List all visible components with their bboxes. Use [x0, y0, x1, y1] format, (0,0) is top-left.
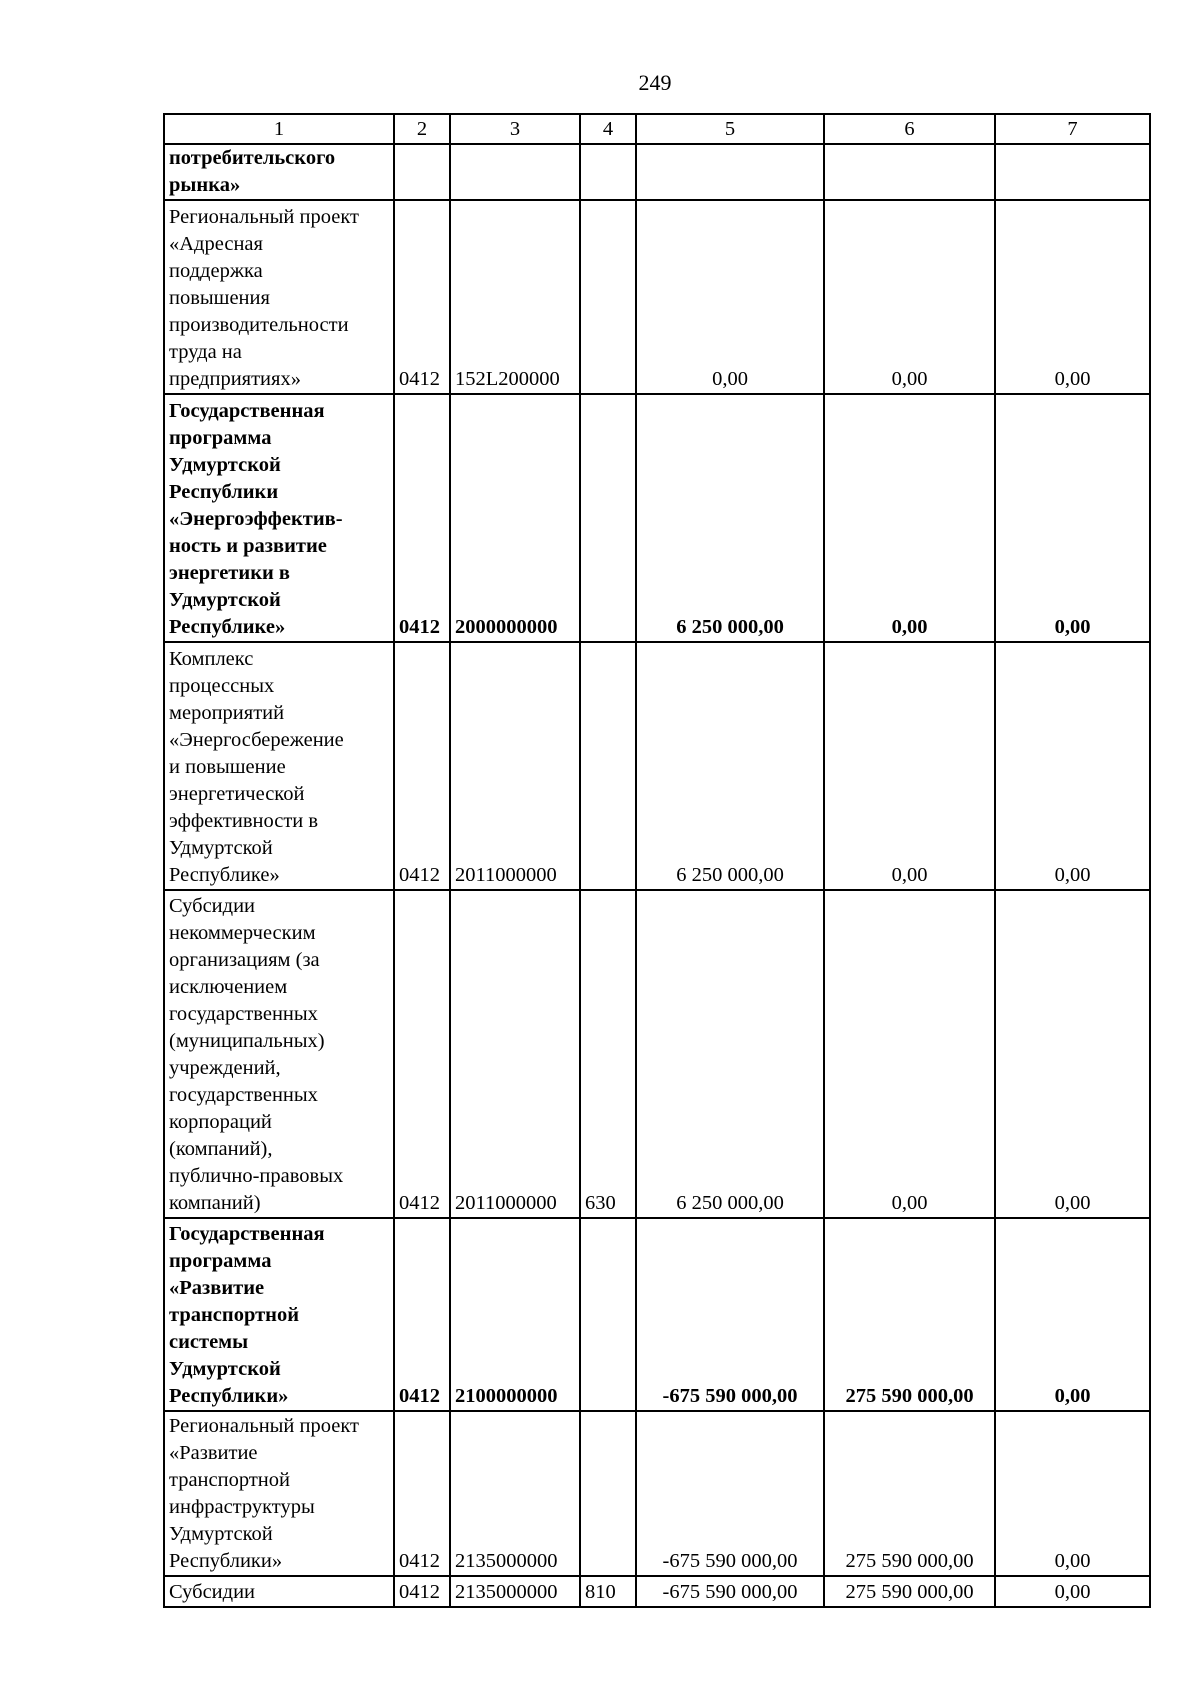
- target-article-code: 2011000000: [450, 890, 580, 1218]
- row-name: Региональный проект «Адресная поддержка повышения производительности труда на предприятиях»: [164, 200, 394, 394]
- target-article-code: 2100000000: [450, 1218, 580, 1411]
- amount-col-7: 0,00: [995, 1218, 1150, 1411]
- row-name: Комплекс процессных мероприятий «Энергосбережение и повышение энергетической эффективности в Удмуртской Республике»: [164, 642, 394, 890]
- table-row: [164, 642, 1150, 890]
- column-number: 4: [580, 114, 636, 144]
- amount-col-6: 0,00: [824, 890, 995, 1218]
- amount-col-7: 0,00: [995, 394, 1150, 642]
- table-row: [164, 890, 1150, 1218]
- table-row: [164, 394, 1150, 642]
- section-code: [394, 144, 450, 200]
- table-row: [164, 1576, 1150, 1607]
- amount-col-6: 275 590 000,00: [824, 1411, 995, 1576]
- expense-type-code: [580, 1411, 636, 1576]
- amount-col-6: [824, 144, 995, 200]
- row-name: Региональный проект «Развитие транспортной инфраструктуры Удмуртской Республики»: [164, 1411, 394, 1576]
- column-number: 3: [450, 114, 580, 144]
- amount-col-5: 0,00: [636, 200, 824, 394]
- column-number: 1: [164, 114, 394, 144]
- section-code: 0412: [394, 200, 450, 394]
- budget-table: [163, 113, 1151, 1608]
- expense-type-code: 630: [580, 890, 636, 1218]
- amount-col-5: -675 590 000,00: [636, 1218, 824, 1411]
- section-code: 0412: [394, 890, 450, 1218]
- amount-col-6: 275 590 000,00: [824, 1218, 995, 1411]
- column-number: 5: [636, 114, 824, 144]
- amount-col-7: 0,00: [995, 200, 1150, 394]
- target-article-code: 2011000000: [450, 642, 580, 890]
- expense-type-code: [580, 394, 636, 642]
- amount-col-7: 0,00: [995, 1576, 1150, 1607]
- amount-col-5: -675 590 000,00: [636, 1411, 824, 1576]
- row-name: Государственная программа «Развитие транспортной системы Удмуртской Республики»: [164, 1218, 394, 1411]
- target-article-code: 152L200000: [450, 200, 580, 394]
- column-number-row: [164, 114, 1150, 144]
- section-code: 0412: [394, 394, 450, 642]
- amount-col-6: 0,00: [824, 642, 995, 890]
- table-row: [164, 144, 1150, 200]
- row-name: Государственная программа Удмуртской Республики «Энергоэффектив- ность и развитие энергетики в Удмуртской Республике»: [164, 394, 394, 642]
- amount-col-5: 6 250 000,00: [636, 890, 824, 1218]
- section-code: 0412: [394, 1411, 450, 1576]
- row-name: Субсидии: [164, 1576, 394, 1607]
- expense-type-code: [580, 144, 636, 200]
- amount-col-5: [636, 144, 824, 200]
- table-row: [164, 200, 1150, 394]
- target-article-code: 2000000000: [450, 394, 580, 642]
- page-number: 249: [638, 70, 672, 95]
- amount-col-6: 0,00: [824, 200, 995, 394]
- column-number: 2: [394, 114, 450, 144]
- target-article-code: 2135000000: [450, 1411, 580, 1576]
- amount-col-7: 0,00: [995, 642, 1150, 890]
- expense-type-code: 810: [580, 1576, 636, 1607]
- table-row: [164, 1218, 1150, 1411]
- row-name: потребительского рынка»: [164, 144, 394, 200]
- target-article-code: 2135000000: [450, 1576, 580, 1607]
- table-row: [164, 1411, 1150, 1576]
- amount-col-7: 0,00: [995, 890, 1150, 1218]
- expense-type-code: [580, 642, 636, 890]
- target-article-code: [450, 144, 580, 200]
- amount-col-5: 6 250 000,00: [636, 642, 824, 890]
- amount-col-5: 6 250 000,00: [636, 394, 824, 642]
- expense-type-code: [580, 200, 636, 394]
- column-number: 6: [824, 114, 995, 144]
- amount-col-6: 275 590 000,00: [824, 1576, 995, 1607]
- section-code: 0412: [394, 1218, 450, 1411]
- amount-col-5: -675 590 000,00: [636, 1576, 824, 1607]
- amount-col-7: 0,00: [995, 1411, 1150, 1576]
- section-code: 0412: [394, 642, 450, 890]
- section-code: 0412: [394, 1576, 450, 1607]
- expense-type-code: [580, 1218, 636, 1411]
- row-name: Субсидии некоммерческим организациям (за исключением государственных (муниципальных) учреждений, государственных корпораций (компаний), публично-правовых компаний): [164, 890, 394, 1218]
- amount-col-7: [995, 144, 1150, 200]
- column-number: 7: [995, 114, 1150, 144]
- amount-col-6: 0,00: [824, 394, 995, 642]
